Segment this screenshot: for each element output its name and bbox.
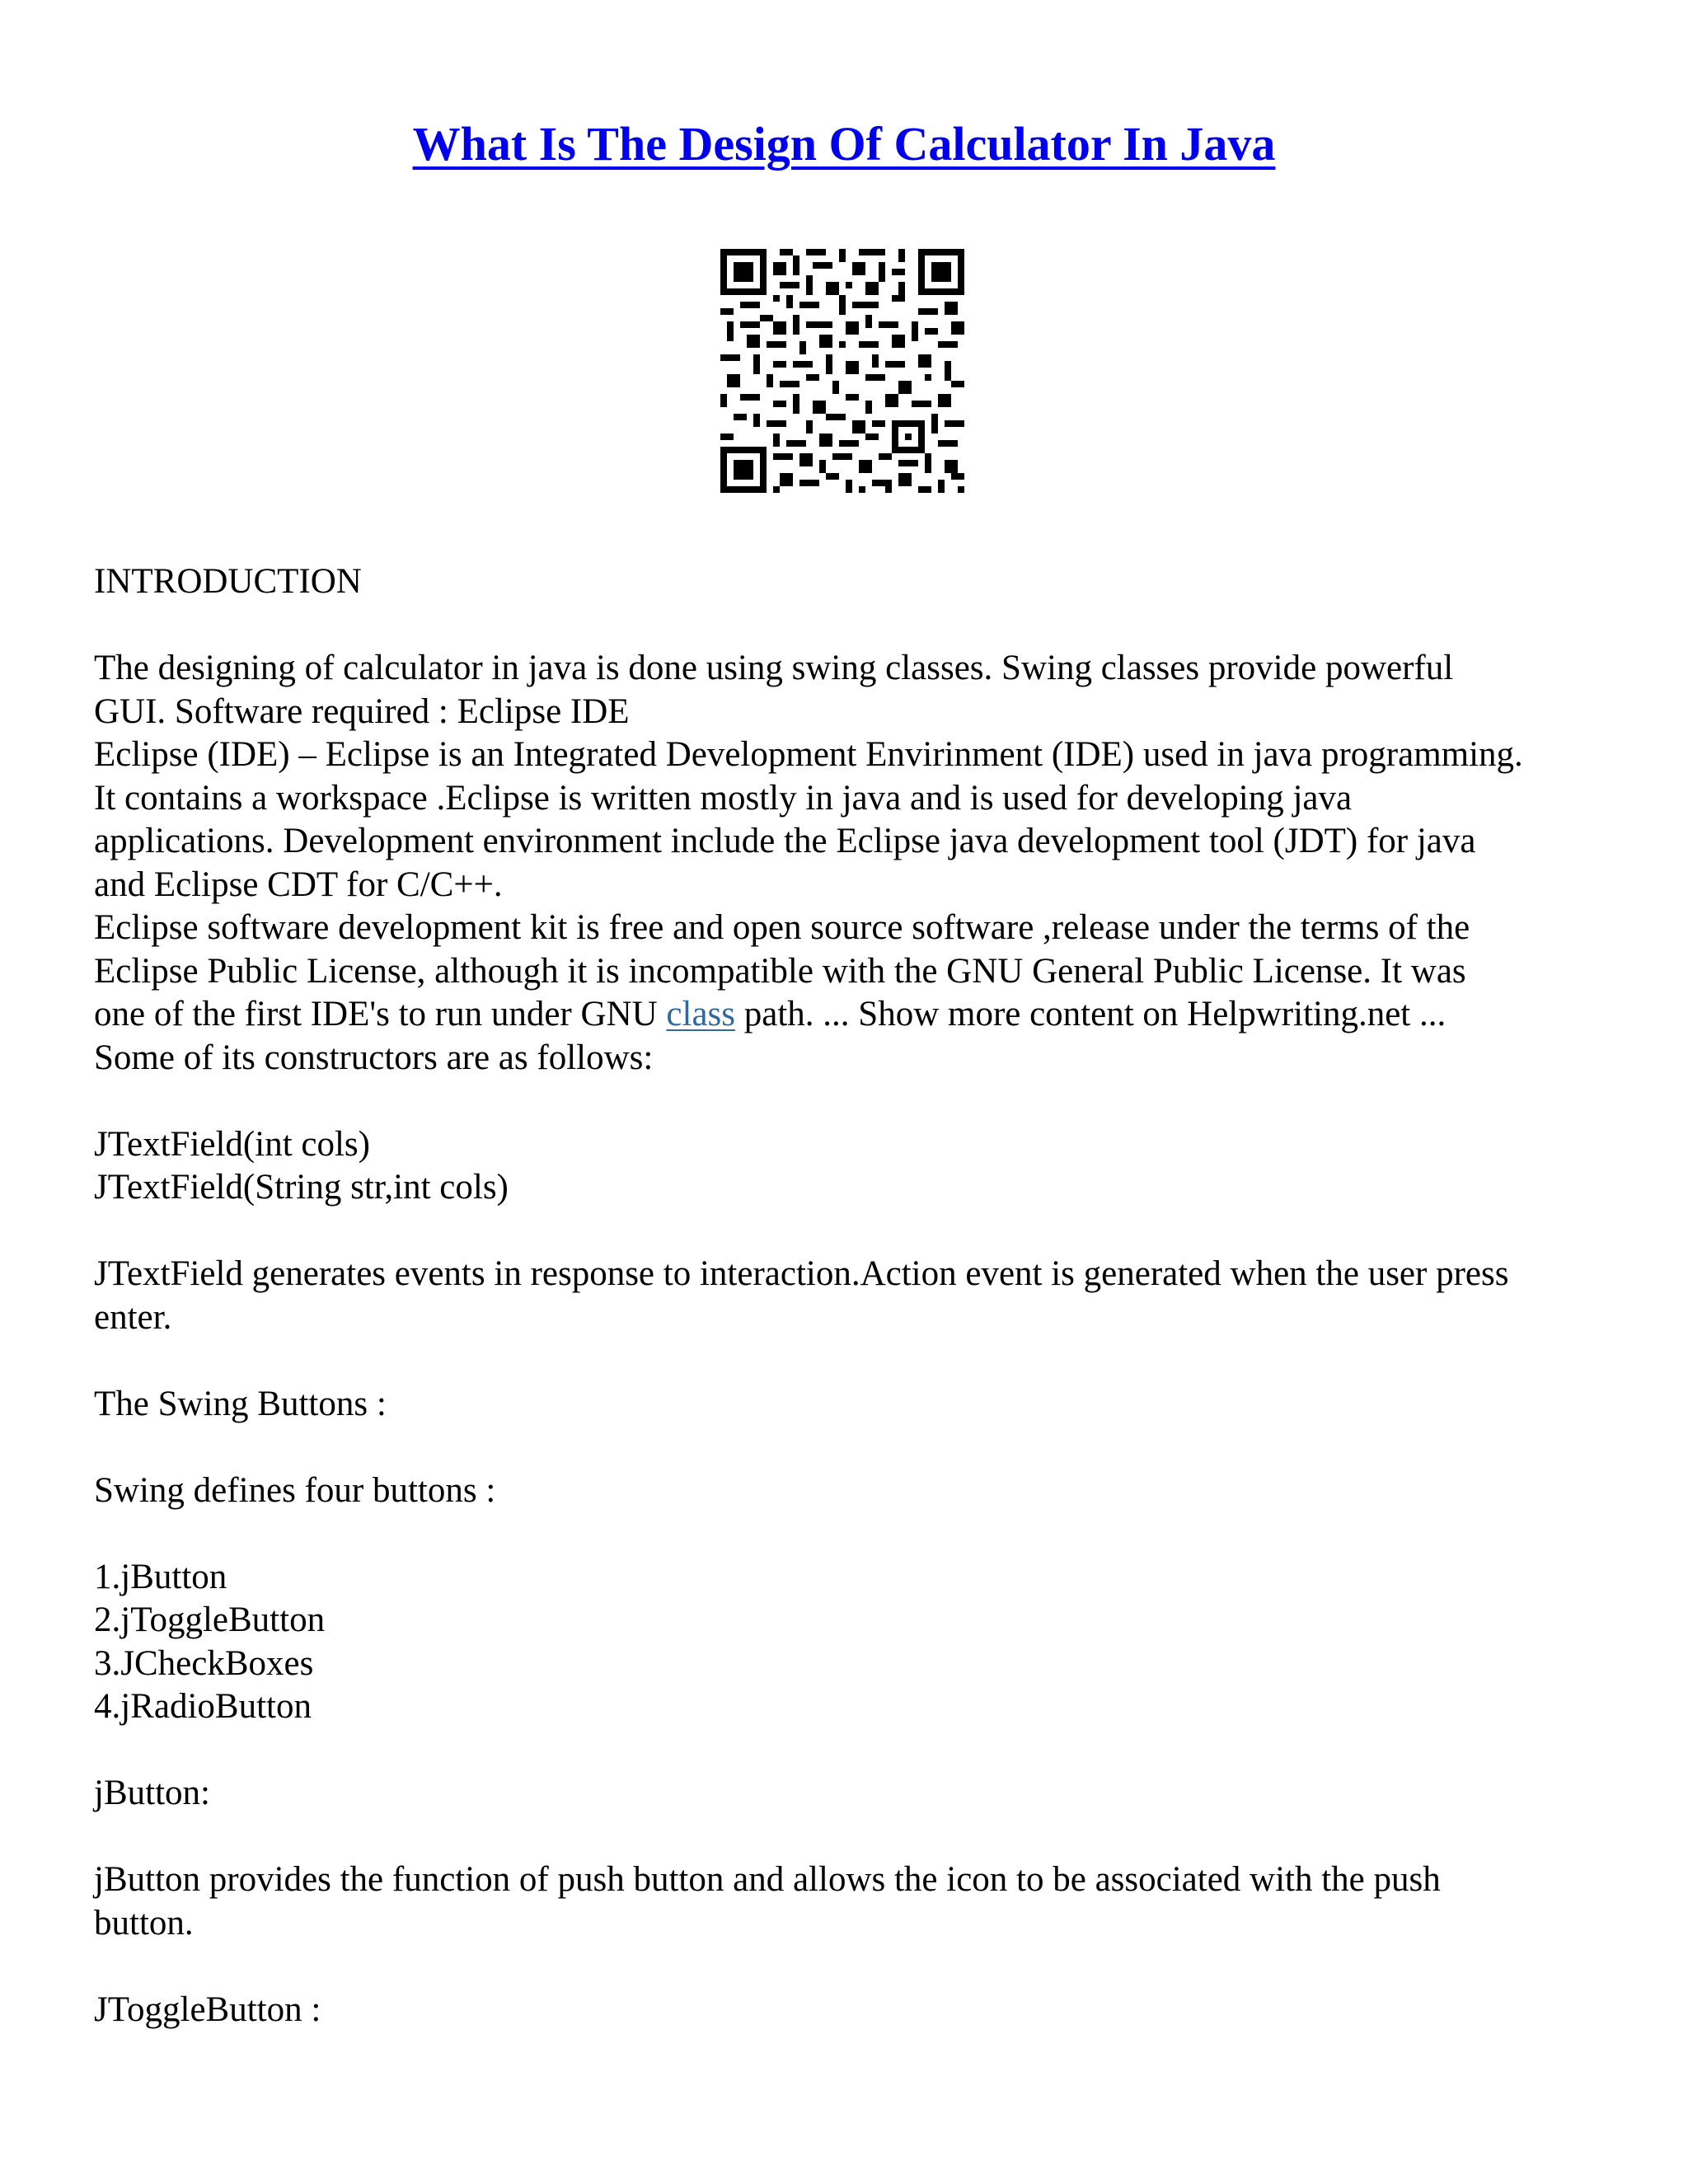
paragraph-line: Swing defines four buttons : xyxy=(94,1470,496,1510)
list-item: 2.jToggleButton xyxy=(94,1601,326,1639)
paragraph-line-with-link xyxy=(94,993,1627,1037)
list-item: 4.jRadioButton xyxy=(94,1687,312,1726)
paragraph-line: Eclipse software development kit is free and open source software ,release under the terms of the xyxy=(94,908,1470,947)
text-segment: path. ... Show more content on Helpwriting.net ... xyxy=(735,995,1447,1033)
paragraph-line: button. xyxy=(94,1903,194,1943)
document-body xyxy=(94,560,1627,2032)
list-item: 1.jButton xyxy=(94,1557,227,1596)
paragraph-line: applications. Development environment include the Eclipse java development tool (JDT) for java xyxy=(94,822,1476,860)
code-line: JTextField(String str,int cols) xyxy=(94,1168,509,1207)
paragraph-line: and Eclipse CDT for C/C++. xyxy=(94,865,503,904)
intro-heading: INTRODUCTION xyxy=(94,562,362,601)
paragraph-line: JTextField generates events in response to interaction.Action event is generated when the user press xyxy=(94,1254,1509,1293)
swing-buttons-heading: The Swing Buttons : xyxy=(94,1384,387,1423)
paragraph-line: enter. xyxy=(94,1297,172,1337)
code-line: JTextField(int cols) xyxy=(94,1124,370,1164)
jbutton-heading: jButton: xyxy=(94,1774,210,1812)
qr-code-icon xyxy=(720,249,964,493)
paragraph-line: GUI. Software required : Eclipse IDE xyxy=(94,691,630,731)
paragraph-line: Some of its constructors are as follows: xyxy=(94,1038,654,1077)
list-item: 3.JCheckBoxes xyxy=(94,1643,314,1683)
document-title xyxy=(0,115,1688,173)
paragraph-line: Eclipse Public License, although it is incompatible with the GNU General Public License. It was xyxy=(94,951,1466,991)
class-link[interactable]: class xyxy=(666,995,735,1033)
text-segment: one of the first IDE's to run under GNU xyxy=(94,995,667,1033)
paragraph-line: Eclipse (IDE) – Eclipse is an Integrated Development Envirinment (IDE) used in java programming. xyxy=(94,735,1523,774)
paragraph-line: It contains a workspace .Eclipse is written mostly in java and is used for developing java xyxy=(94,778,1353,818)
paragraph-line: jButton provides the function of push button and allows the icon to be associated with the push xyxy=(94,1860,1441,1899)
jtogglebutton-heading: JToggleButton : xyxy=(94,1990,321,2029)
title-link[interactable]: What Is The Design Of Calculator In Java xyxy=(412,117,1276,171)
paragraph-line: The designing of calculator in java is done using swing classes. Swing classes provide powerful xyxy=(94,649,1454,687)
